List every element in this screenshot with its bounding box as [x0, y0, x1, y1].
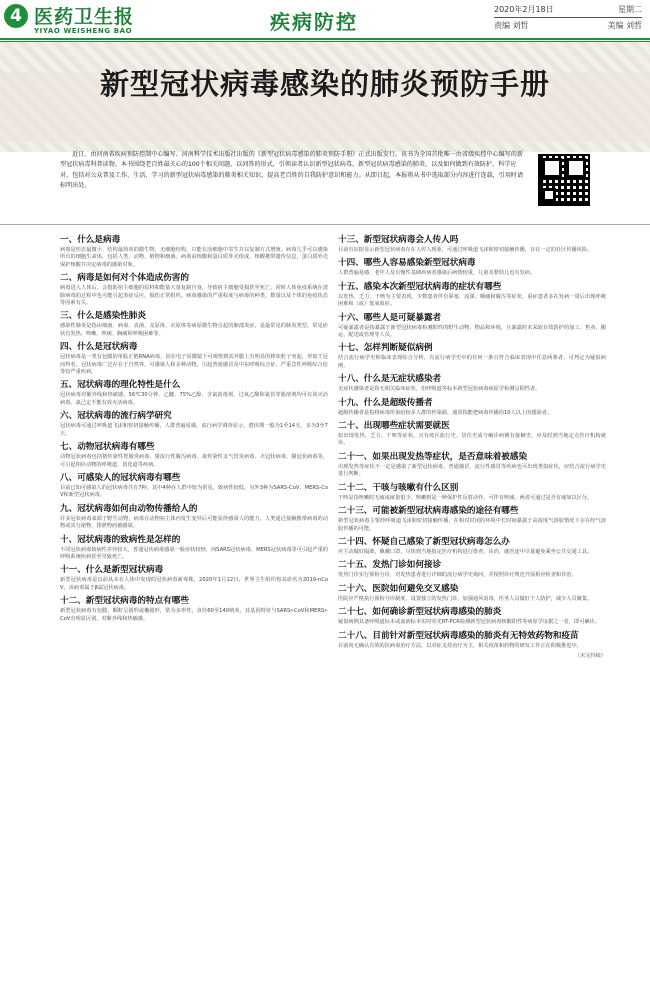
article-section: [338, 373, 606, 393]
section-body: 目前已知可感染人的冠状病毒共有7种，其中4种在人群中较为常见，致病性较低，另外3种为SARS-CoV、MERS-CoV和新型冠状病毒。: [60, 484, 328, 499]
section-heading: 一、什么是病毒: [60, 235, 121, 245]
to-be-continued: （未完待续）: [574, 652, 606, 659]
section-body: 冠状病毒可通过呼吸道飞沫和密切接触传播，人群普遍易感，流行病学调查显示，潜伏期一般为1至14天，多为3至7天。: [60, 423, 328, 437]
section-heading: 二十七、如何确诊新型冠状病毒感染的肺炎: [338, 607, 502, 618]
qr-code-icon: [538, 154, 590, 206]
section-heading: 十三、新型冠状病毒会人传人吗: [338, 235, 459, 245]
intro-text: 近日，由河南省疾病预防控制中心编写、河南科学技术出版社出版的《新型冠状病毒感染的肺炎预防手册》正式出版发行。该书为全国首批唯一由省级疾控中心编写的新型冠状病毒科普读物。本书围绕老百姓最关心的100个相关问题，以问答的形式，引领读者认识新型冠状病毒、新型冠状病毒感染的肺炎，以及如何做到有效防护、科学应对，包括对公众普及工作、生活、学习的新型冠状病毒感染的肺炎相关知识，提高老百姓的自我防护意识和能力。从即日起，本报将从书中选取部分内容进行连载，引用时请标明出处。: [60, 151, 524, 189]
section-body: 结合流行病学史和临床表现综合分析，有流行病学史中的任何一条且符合临床表现中任意两条者，可判定为疑似病例。: [338, 355, 606, 369]
issue-weekday: 星期二: [618, 5, 642, 14]
section-body: 应主动做好隔离，佩戴口罩，尽快到当地指定医疗机构进行排查、诊治，就医途中尽量避免乘坐公共交通工具。: [338, 548, 593, 555]
article-section: [338, 482, 606, 502]
article-section: [338, 257, 606, 277]
section-body: 如出现发热、乏力、干咳等症状，且有疫区旅行史、居住史或与确诊病例有接触史，应及时到当地定点医疗机构就诊。: [338, 433, 606, 447]
issue-date: 2020年2月18日: [494, 5, 554, 14]
right-column: [338, 234, 606, 660]
section-body: 病毒是形态最微小、结构最简单的微生物，无细胞结构，只能在活细胞中寄生并以复制方式增殖。病毒几乎可以感染所有的细胞生命体，包括人类、动物、植物和细菌。病毒由核酸和蛋白质外壳组成，核酸携带遗传信息，蛋白质外壳保护核酸并决定病毒的感染对象。: [60, 247, 328, 268]
section-body: 超级传播者是指将病毒传染给较多人群的传染源，通常指能把病毒传播给10人以上的感染者。: [338, 409, 553, 416]
article-section: [338, 397, 606, 417]
article-section: [60, 310, 328, 338]
main-title: 新型冠状病毒感染的肺炎预防手册: [99, 67, 550, 101]
editor-label: 责编 刘哲: [494, 21, 529, 30]
section-heading: 二十三、可能被新型冠状病毒感染的途径有哪些: [338, 506, 519, 517]
section-body: 目前尚无确认有效的抗病毒治疗方法，以对症支持治疗为主，相关疫苗和药物的研发工作正在积极推进中。: [338, 642, 582, 649]
section-body: 发热门诊实行预检分诊，对发热患者进行详细的流行病学史询问，并按照诊疗规范开展相应检查和诊治。: [338, 572, 577, 579]
article-section: [60, 441, 328, 469]
section-title: 疾病防控: [270, 10, 358, 34]
section-heading: 二十五、发热门诊如何接诊: [338, 560, 442, 571]
section-body: 疑似病例具备呼吸道标本或血液标本实时荧光RT-PCR检测新型冠状病毒核酸阳性等病原学证据之一者，即可确诊。: [338, 619, 600, 626]
article-section: [338, 234, 606, 254]
section-body: 可疑暴露者是指暴露于新型冠状病毒检测阳性的野生动物、物品和环境，且暴露时未采取有效防护的加工、售卖、搬运、配送或管理等人员。: [338, 324, 606, 339]
left-column: [60, 234, 328, 626]
section-body: 许多冠状病毒来源于野生动物，病毒在动物宿主体内发生变异后可能获得感染人的能力，人类通过接触携带病毒的动物或其分泌物、排泄物而被感染。: [60, 515, 328, 530]
section-body: 新型冠状病毒有包膜，颗粒呈圆形或椭圆形，常为多形性，直径60至140纳米，其基因特征与SARSr-CoV和MERSr-CoV有明显区别，对紫外线和热敏感。: [60, 608, 328, 622]
designer-label: 美编 刘哲: [607, 21, 642, 30]
section-heading: 二十一、如果出现发热等症状，是否意味着被感染: [338, 451, 528, 462]
section-heading: 二十六、医院如何避免交叉感染: [338, 583, 459, 594]
header-rule: [0, 38, 650, 40]
page-number: 4: [4, 4, 28, 28]
article-section: [338, 342, 606, 370]
section-body: 不同冠状病毒致病性差异较大，普通冠状病毒感染一般症状较轻，而SARS冠状病毒、MERS冠状病毒等可引起严重的呼吸系统疾病甚至导致死亡。: [60, 546, 328, 560]
article-section: [60, 379, 328, 407]
section-heading: 十九、什么是超级传播者: [338, 397, 433, 408]
article-section: [60, 341, 328, 376]
intro-block: [60, 150, 600, 212]
article-section: [60, 410, 328, 438]
section-body: 新型冠状病毒是以前从未在人体中发现的冠状病毒新毒株，2020年1月12日，世界卫生组织将其命名为2019-nCoV，该病毒属于β属冠状病毒。: [60, 577, 328, 591]
section-heading: 五、冠状病毒的理化特性是什么: [60, 380, 181, 391]
section-heading: 十五、感染本次新型冠状病毒的症状有哪些: [338, 281, 502, 292]
article-section: [338, 312, 606, 340]
section-body: 干咳是指咳嗽时无痰或痰量很少，咳嗽则是一种保护性反射动作，可伴有咳痰，两者可通过是否有痰加以区分。: [338, 494, 593, 501]
section-body: 以发热、乏力、干咳为主要表现，少数患者伴有鼻塞、流涕、咽痛和腹泻等症状，重症患者多在发病一周后出现呼吸困难和（或）低氧血症。: [338, 293, 606, 308]
section-heading: 四、什么是冠状病毒: [60, 342, 138, 353]
section-body: 医院应严格执行预检分诊制度，设置独立的发热门诊，加强通风消毒，医务人员做好个人防护，减少人员聚集。: [338, 595, 593, 602]
section-heading: 七、动物冠状病毒有哪些: [60, 442, 155, 453]
article-section: [338, 451, 606, 479]
newspaper-logo: 医药卫生报: [34, 6, 135, 28]
article-section: [60, 564, 328, 592]
section-body: 目前有证据显示新型冠状病毒存在人传人现象，可通过呼吸道飞沫和密切接触传播，存在一定的社区传播风险。: [338, 247, 593, 253]
article-section: [338, 583, 606, 603]
section-heading: 十二、新型冠状病毒的特点有哪些: [60, 596, 189, 607]
newspaper-logo-en: YIYAO WEISHENG BAO: [34, 27, 133, 35]
article-section: [60, 472, 328, 500]
article-section: [60, 595, 328, 623]
section-heading: 十四、哪些人容易感染新型冠状病毒: [338, 258, 476, 269]
article-section: [60, 503, 328, 531]
section-heading: 二十八、目前针对新型冠状病毒感染的肺炎有无特效药物和疫苗: [338, 630, 579, 641]
section-heading: 二十二、干咳与咳嗽有什么区别: [338, 482, 459, 493]
section-body: 新型冠状病毒主要经呼吸道飞沫和密切接触传播，在相对封闭的环境中长时间暴露于高浓度气溶胶情况下存在经气溶胶传播的可能。: [338, 518, 606, 532]
article-section: [338, 559, 606, 579]
header-info: [494, 4, 642, 30]
article-section: [338, 630, 606, 650]
article-section: [338, 420, 606, 448]
section-heading: 二十、出现哪些症状需要就医: [338, 421, 450, 432]
section-body: 人群普遍易感，老年人及有慢性基础疾病者感染后病情较重，儿童及婴幼儿也有发病。: [338, 270, 536, 277]
article-section: [338, 281, 606, 309]
article-section: [338, 536, 606, 556]
section-heading: 十一、什么是新型冠状病毒: [60, 565, 164, 576]
article-section: [338, 606, 606, 626]
section-heading: 十八、什么是无症状感染者: [338, 374, 442, 385]
section-heading: 八、可感染人的冠状病毒有哪些: [60, 472, 181, 483]
intro-divider: [0, 224, 650, 225]
section-body: 病毒进入人体后，会借助宿主细胞的原料和能量大量复制自身，导致宿主细胞受损甚至死亡，同时人体免疫系统在清除病毒的过程中也可能引起炎症反应，损伤正常组织。病毒感染的严重程度与病毒的种类、数量以及个体的免疫状态等因素有关。: [60, 285, 328, 307]
article-section: [60, 234, 328, 269]
article-section: [338, 505, 606, 533]
section-heading: 十、冠状病毒的致病性是怎样的: [60, 534, 181, 545]
section-body: 感染性肺炎是指由细菌、病毒、真菌、支原体、衣原体等病原微生物引起的肺部炎症，是最常见的肺炎类型，常见症状有发热、咳嗽、咳痰、胸痛和呼吸困难等。: [60, 323, 328, 337]
section-body: 冠状病毒对紫外线和热敏感，56℃30分钟、乙醚、75%乙醇、含氯消毒剂、过氧乙酸和氯仿等脂溶剂均可有效灭活病毒，氯己定不能有效灭活病毒。: [60, 392, 328, 406]
section-heading: 十七、怎样判断疑似病例: [338, 343, 433, 354]
section-heading: 三、什么是感染性肺炎: [60, 311, 146, 322]
section-body: 冠状病毒是一类有包膜的单股正链RNA病毒，因在电子显微镜下可观察到其外膜上有明显的棒状粒子突起，形似王冠而得名。冠状病毒广泛存在于自然界，可感染人和多种动物，引起普通感冒及中东呼吸综合征、严重急性呼吸综合征等较严重疾病。: [60, 354, 328, 376]
section-heading: 九、冠状病毒如何由动物传播给人的: [60, 503, 198, 514]
section-body: 动物冠状病毒包括猪传染性胃肠炎病毒、猪流行性腹泻病毒、禽传染性支气管炎病毒、犬冠状病毒、猫冠状病毒等，可引起相应动物的呼吸道、消化道等疾病。: [60, 454, 328, 468]
section-heading: 十六、哪些人是可疑暴露者: [338, 312, 442, 323]
section-heading: 二、病毒是如何对个体造成伤害的: [60, 273, 189, 284]
section-heading: 六、冠状病毒的流行病学研究: [60, 411, 172, 422]
article-section: [60, 272, 328, 307]
section-body: 出现发热等症状不一定是感染了新型冠状病毒，普通感冒、流行性感冒等疾病也可出现类似症状，应结合流行病学史进行判断。: [338, 463, 606, 478]
section-heading: 二十四、怀疑自己感染了新型冠状病毒怎么办: [338, 536, 510, 547]
article-section: [60, 534, 328, 562]
section-body: 无症状感染者是指无相关临床症状，但呼吸道等标本新型冠状病毒病原学检测呈阳性者。: [338, 386, 541, 393]
